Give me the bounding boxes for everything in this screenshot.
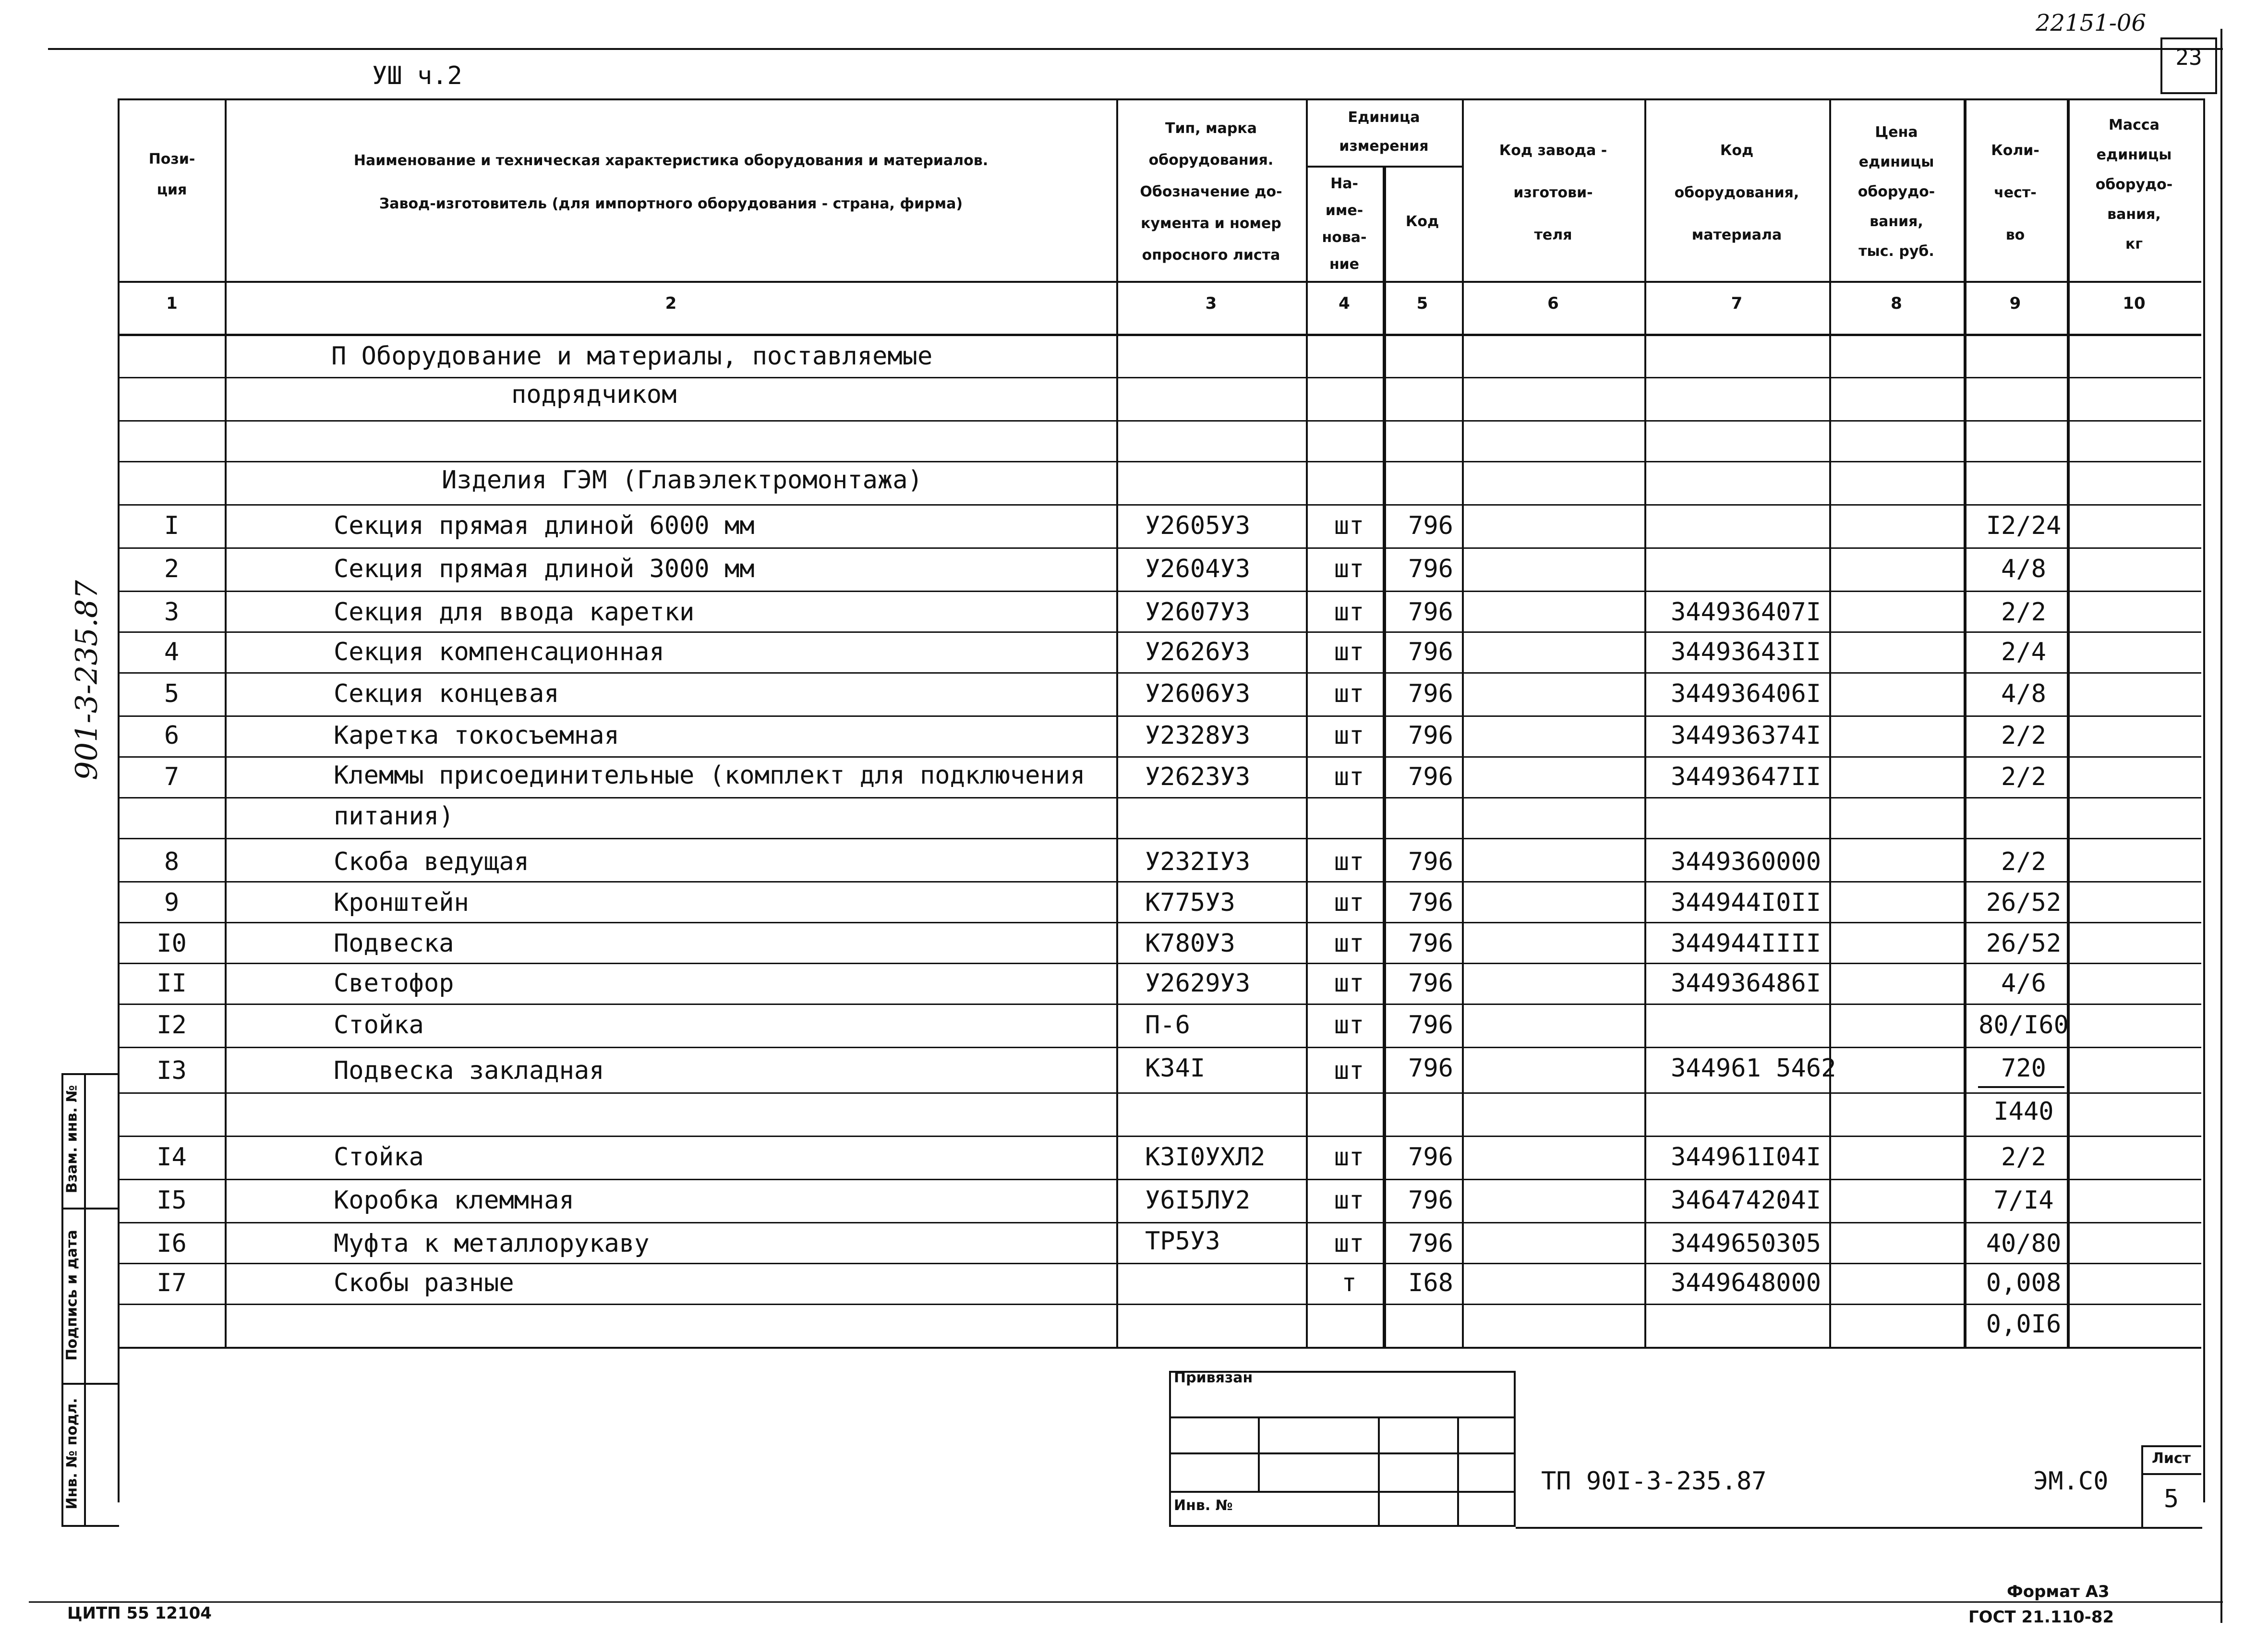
row-equipment-code: 3449650305 xyxy=(1671,1229,1822,1258)
row-line xyxy=(118,547,2201,549)
row-unit: шт xyxy=(1334,679,1364,708)
row-position: 4 xyxy=(164,638,180,666)
hdr-quantity: Коли- чест- во xyxy=(1991,142,2039,243)
colnum-6: 6 xyxy=(1547,294,1559,313)
row-name: Стойка xyxy=(334,1143,424,1172)
row-type: К3I0УХЛ2 xyxy=(1145,1143,1266,1172)
row-quantity: 2/4 xyxy=(2001,638,2046,666)
row-unit-code: 796 xyxy=(1408,679,1453,708)
row-unit: шт xyxy=(1334,847,1364,876)
row-name: Подвеска xyxy=(334,929,454,958)
side-label-orig-inv: Инв. № подл. xyxy=(63,1398,81,1510)
row-equipment-code: 344944I0II xyxy=(1671,888,1822,917)
row-quantity: 26/52 xyxy=(1986,929,2062,958)
inv-number-label: Инв. № xyxy=(1174,1497,1233,1514)
sheet-number: 5 xyxy=(2163,1485,2179,1513)
row-equipment-code: 344936407I xyxy=(1671,598,1822,627)
row-unit: шт xyxy=(1334,1186,1364,1215)
hdr-mass: Масса единицы оборудо- вания, кг xyxy=(2095,117,2173,253)
row-quantity: 720 xyxy=(2001,1054,2046,1083)
document-code: ТП 90I-3-235.87 xyxy=(1541,1467,1767,1496)
row-name: Секция для ввода каретки xyxy=(334,598,695,627)
row-name: Секция компенсационная xyxy=(334,638,664,666)
row-name: Секция концевая xyxy=(334,679,559,708)
row-type: У2623УЗ xyxy=(1145,762,1251,791)
row-line xyxy=(118,838,2201,839)
row-unit-code: 796 xyxy=(1408,511,1453,540)
row-quantity-total: 0,0I6 xyxy=(1986,1310,2062,1339)
colnum-1: 1 xyxy=(166,294,178,313)
row-quantity: 2/2 xyxy=(2001,1143,2046,1172)
row-unit: шт xyxy=(1334,929,1364,958)
row-quantity: 26/52 xyxy=(1986,888,2062,917)
row-name: Подвеска закладная xyxy=(334,1056,604,1085)
row-type: У2604УЗ xyxy=(1145,555,1251,583)
row-position: 2 xyxy=(164,555,180,583)
row-line xyxy=(118,377,2201,378)
side-label-replaced-inv: Взам. инв. № xyxy=(63,1085,81,1194)
row-quantity: 40/80 xyxy=(1986,1229,2062,1258)
colnum-5: 5 xyxy=(1416,294,1428,313)
row-unit: шт xyxy=(1334,555,1364,583)
row-name: Муфта к металлорукаву xyxy=(334,1229,650,1258)
colnum-2: 2 xyxy=(665,294,677,313)
row-equipment-code: 344961I04I xyxy=(1671,1143,1822,1172)
row-name: Скоба ведущая xyxy=(334,847,529,876)
side-stamp-divider xyxy=(84,1073,86,1527)
row-type: У2607УЗ xyxy=(1145,598,1251,627)
col-line-7 xyxy=(1829,98,1831,1347)
row-line xyxy=(118,591,2201,592)
row-position: I5 xyxy=(157,1186,187,1215)
row-name: Клеммы присоединительные (комплект для подключения xyxy=(334,761,1086,790)
row-quantity: 2/2 xyxy=(2001,721,2046,750)
page-number: 23 xyxy=(2175,44,2202,70)
row-unit-code: 796 xyxy=(1408,888,1453,917)
stamp-col-line xyxy=(1258,1416,1260,1491)
row-type: У2626УЗ xyxy=(1145,638,1251,666)
row-position: I3 xyxy=(157,1056,187,1085)
unit-group-line xyxy=(1306,166,1462,168)
row-line xyxy=(118,756,2201,758)
row-position: I2 xyxy=(157,1011,187,1040)
row-unit-code: 796 xyxy=(1408,1229,1453,1258)
row-position: I0 xyxy=(157,929,187,958)
row-equipment-code: 3449648000 xyxy=(1671,1269,1822,1297)
stamp-line xyxy=(1169,1452,1516,1454)
table-bottom-line xyxy=(118,1347,2201,1349)
row-unit: шт xyxy=(1334,1056,1364,1085)
row-type: У6I5ЛУ2 xyxy=(1145,1186,1251,1215)
colnum-7: 7 xyxy=(1731,294,1743,313)
row-unit-code: 796 xyxy=(1408,1143,1453,1172)
side-code: 901-3-235.87 xyxy=(69,580,104,780)
row-line xyxy=(118,715,2201,717)
row-quantity-total: I440 xyxy=(1993,1097,2054,1126)
row-unit: шт xyxy=(1334,1011,1364,1040)
row-unit-code: 796 xyxy=(1408,1011,1453,1040)
row-unit-code: 796 xyxy=(1408,762,1453,791)
row-unit: шт xyxy=(1334,888,1364,917)
row-line xyxy=(118,1222,2201,1223)
row-unit-code: 796 xyxy=(1408,929,1453,958)
row-position: 5 xyxy=(164,679,180,708)
colnum-10: 10 xyxy=(2123,294,2146,313)
row-unit: шт xyxy=(1334,969,1364,998)
side-stamp-line xyxy=(61,1208,119,1210)
row-unit: шт xyxy=(1334,1229,1364,1258)
row-line xyxy=(118,461,2201,462)
col-line-6 xyxy=(1644,98,1646,1347)
section-title-line-1: П Оборудование и материалы, поставляемые xyxy=(331,342,933,371)
row-type: К34I xyxy=(1145,1054,1206,1083)
row-line xyxy=(118,1004,2201,1005)
row-line xyxy=(118,963,2201,964)
row-quantity: 4/6 xyxy=(2001,969,2046,998)
row-unit-code: 796 xyxy=(1408,847,1453,876)
row-quantity: 2/2 xyxy=(2001,762,2046,791)
row-line xyxy=(118,631,2201,633)
row-quantity: 4/8 xyxy=(2001,679,2046,708)
row-equipment-code: 344944IIII xyxy=(1671,929,1822,958)
colnum-bottom-line xyxy=(118,334,2201,336)
row-unit: шт xyxy=(1334,511,1364,540)
row-line xyxy=(118,1136,2201,1137)
row-unit-code: 796 xyxy=(1408,598,1453,627)
section-title-line-2: подрядчиком xyxy=(511,380,677,409)
right-border-line xyxy=(2220,29,2222,1623)
row-quantity: 80/I60 xyxy=(1978,1011,2069,1040)
row-position: 9 xyxy=(164,888,180,917)
row-line xyxy=(118,881,2201,883)
row-equipment-code: 344936486I xyxy=(1671,969,1822,998)
hdr-position: Пози- ция xyxy=(148,151,195,198)
row-name: Светофор xyxy=(334,969,454,998)
row-line xyxy=(118,504,2201,506)
row-name: Каретка токосъемная xyxy=(334,721,619,750)
row-equipment-code: 344961 5462 xyxy=(1671,1054,1836,1083)
row-line xyxy=(118,797,2201,798)
attached-label: Привязан xyxy=(1174,1369,1253,1386)
row-type: У2629УЗ xyxy=(1145,969,1251,998)
hdr-price: Цена единицы оборудо- вания, тыс. руб. xyxy=(1858,124,1935,260)
row-position: I4 xyxy=(157,1143,187,1172)
row-line xyxy=(118,922,2201,923)
col-line-3 xyxy=(1306,98,1308,1347)
row-equipment-code: 34493643II xyxy=(1671,638,1822,666)
hdr-name: Наименование и техническая характеристика оборудования и материалов. Завод-изготовитель (для импортного оборудования - страна, фирма) xyxy=(353,152,989,212)
row-unit: шт xyxy=(1334,598,1364,627)
side-label-signature-date: Подпись и дата xyxy=(63,1230,81,1361)
row-equipment-code: 34493647II xyxy=(1671,762,1822,791)
row-unit: т xyxy=(1341,1269,1357,1297)
row-quantity: 2/2 xyxy=(2001,598,2046,627)
hdr-unit-code: Код xyxy=(1405,213,1439,230)
footer-format: Формат А3 xyxy=(2007,1582,2110,1601)
row-type: П-6 xyxy=(1145,1011,1190,1040)
row-type: У2328УЗ xyxy=(1145,721,1251,750)
row-name: Секция прямая длиной 6000 мм xyxy=(334,511,755,540)
row-name: Скобы разные xyxy=(334,1269,514,1297)
row-position: I7 xyxy=(157,1269,187,1297)
row-type: У2606УЗ xyxy=(1145,679,1251,708)
row-position: II xyxy=(157,969,187,998)
bottom-border-line xyxy=(29,1601,2223,1603)
hdr-unit-name: На- име- нова- ние xyxy=(1322,175,1367,273)
hdr-unit-group: Единица измерения xyxy=(1339,109,1429,155)
row-line xyxy=(118,1092,2201,1094)
row-unit-code: 796 xyxy=(1408,721,1453,750)
row-line xyxy=(118,420,2201,422)
header-bottom-line xyxy=(118,281,2201,283)
row-unit-code: 796 xyxy=(1408,555,1453,583)
row-type: К780УЗ xyxy=(1145,929,1235,958)
row-position: 7 xyxy=(164,762,180,791)
row-equipment-code: 346474204I xyxy=(1671,1186,1822,1215)
stamp-col-line xyxy=(1378,1416,1380,1527)
row-line xyxy=(118,1047,2201,1048)
row-type: К775УЗ xyxy=(1145,888,1235,917)
row-unit: шт xyxy=(1334,721,1364,750)
row-unit: шт xyxy=(1334,638,1364,666)
row-quantity: 2/2 xyxy=(2001,847,2046,876)
subsection-title: Изделия ГЭМ (Главэлектромонтажа) xyxy=(442,466,923,495)
fraction-line xyxy=(1978,1086,2064,1088)
row-unit: шт xyxy=(1334,1143,1364,1172)
row-unit: шт xyxy=(1334,762,1364,791)
row-unit-code: 796 xyxy=(1408,1186,1453,1215)
row-position: 6 xyxy=(164,721,180,750)
row-name: Секция прямая длиной 3000 мм xyxy=(334,555,755,583)
row-line xyxy=(118,1304,2201,1305)
row-unit-code: 796 xyxy=(1408,969,1453,998)
row-quantity: 0,008 xyxy=(1986,1269,2062,1297)
row-unit-code: 796 xyxy=(1408,638,1453,666)
sheet-label: Лист xyxy=(2151,1450,2191,1467)
footer-gost: ГОСТ 21.110-82 xyxy=(1968,1608,2114,1627)
hdr-equipment-code: Код оборудования, материала xyxy=(1674,142,1799,243)
doc-number-top: 22151-06 xyxy=(2036,10,2146,36)
title-block-bottom-line xyxy=(1516,1527,2202,1529)
hdr-manufacturer-code: Код завода - изготови- теля xyxy=(1499,142,1607,243)
row-position: I6 xyxy=(157,1229,187,1258)
sheet-box-line xyxy=(2141,1473,2201,1475)
colnum-4: 4 xyxy=(1339,294,1350,313)
row-unit-code: I68 xyxy=(1408,1269,1453,1297)
side-stamp-line xyxy=(61,1383,119,1385)
sheet-code: ЭМ.С0 xyxy=(2033,1467,2109,1496)
footer-left-code: ЦИТП 55 12104 xyxy=(67,1604,212,1623)
row-equipment-code: 344936406I xyxy=(1671,679,1822,708)
top-border-line xyxy=(48,48,2223,50)
hdr-type: Тип, марка оборудования. Обозначение до- кумента и номер опросного листа xyxy=(1140,120,1282,264)
row-name: Стойка xyxy=(334,1011,424,1040)
stamp-line xyxy=(1169,1416,1516,1418)
row-name-continued: питания) xyxy=(334,802,454,831)
row-line xyxy=(118,1263,2201,1264)
row-quantity: I2/24 xyxy=(1986,511,2062,540)
row-equipment-code: 3449360000 xyxy=(1671,847,1822,876)
row-type: ТР5УЗ xyxy=(1145,1227,1220,1256)
row-name: Коробка клеммная xyxy=(334,1186,574,1215)
row-name: Кронштейн xyxy=(334,888,469,917)
row-equipment-code: 344936374I xyxy=(1671,721,1822,750)
col-line-2 xyxy=(1116,98,1118,1347)
colnum-3: 3 xyxy=(1205,294,1217,313)
stamp-line xyxy=(1169,1491,1516,1493)
row-unit-code: 796 xyxy=(1408,1054,1453,1083)
row-position: 8 xyxy=(164,847,180,876)
row-quantity: 7/I4 xyxy=(1993,1186,2054,1215)
row-type: У2605УЗ xyxy=(1145,511,1251,540)
stamp-col-line xyxy=(1457,1416,1459,1527)
row-position: I xyxy=(164,511,180,540)
row-quantity: 4/8 xyxy=(2001,555,2046,583)
row-line xyxy=(118,672,2201,674)
col-line-1 xyxy=(225,98,227,1347)
colnum-8: 8 xyxy=(1891,294,1902,313)
row-line xyxy=(118,1179,2201,1180)
colnum-9: 9 xyxy=(2009,294,2021,313)
row-position: 3 xyxy=(164,598,180,627)
row-type: У232IУЗ xyxy=(1145,847,1251,876)
section-label: УШ ч.2 xyxy=(372,61,462,90)
